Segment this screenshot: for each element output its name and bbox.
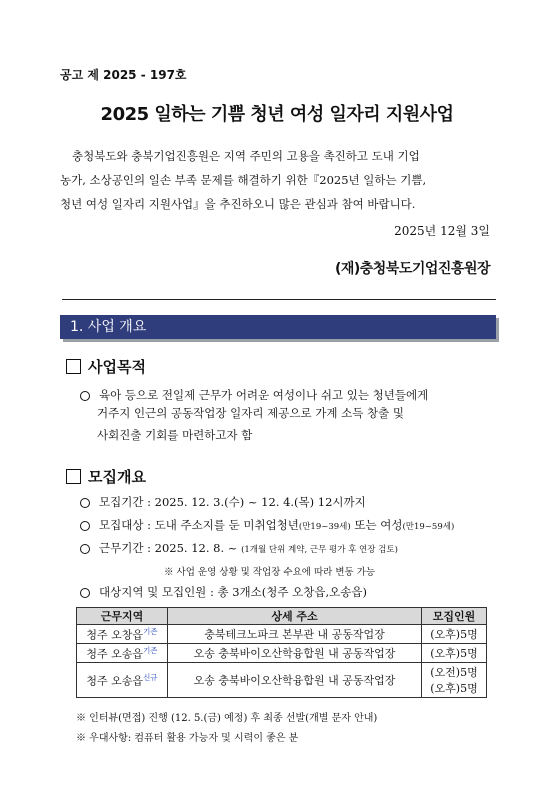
address-cell: 오송 충북바이오산학융합원 내 공동작업장 — [168, 644, 422, 663]
count-cell: (오후)5명 — [422, 644, 487, 663]
circle-bullet-icon — [80, 498, 90, 508]
purpose-heading-label: 사업목적 — [88, 358, 146, 376]
page-title: 2025 일하는 기쁨 청년 여성 일자리 지원사업 — [100, 104, 454, 125]
region-info-text: 대상지역 및 모집인원 : 총 3개소(청주 오창읍,오송읍) — [99, 585, 367, 599]
recruit-target-text: 모집대상 : 도내 주소지를 둔 미취업청년(만19~39세) 또는 여성(만19~59세) — [99, 518, 455, 532]
footnote: ※ 인터뷰(면접) 진행 (12. 5.(금) 예정) 후 최종 선발(개별 문자 안내) — [76, 713, 378, 724]
table-row — [77, 644, 487, 663]
recruit-heading — [66, 466, 146, 487]
intro-paragraph — [60, 144, 492, 216]
organization-name: (재)충청북도기업진흥원장 — [334, 261, 490, 277]
table-header: 상세 주소 — [168, 608, 422, 625]
recruit-period — [80, 494, 366, 510]
count-cell: (오후)5명 — [422, 625, 487, 644]
table-header: 모집인원 — [422, 608, 487, 625]
region-cell: 청주 오송읍$^{기존}$ — [77, 644, 168, 663]
table-row — [77, 625, 487, 644]
intro-line: 농가, 소상공인의 일손 부족 문제를 해결하기 위한『2025년 일하는 기쁨, — [60, 173, 427, 187]
work-period — [80, 540, 398, 556]
purpose-line: 거주지 인근의 공동작업장 일자리 제공으로 가계 소득 창출 및 — [97, 406, 404, 420]
count-cell: (오전)5명 (오후)5명 — [422, 663, 487, 698]
address-cell: 충북테크노파크 본부관 내 공동작업장 — [168, 625, 422, 644]
recruit-period-text: 모집기간 : 2025. 12. 3.(수) ~ 12. 4.(목) 12시까지 — [99, 495, 366, 509]
address-cell: 오송 충북바이오산학융합원 내 공동작업장 — [168, 663, 422, 698]
workplace-table — [76, 607, 487, 698]
circle-bullet-icon — [80, 544, 90, 554]
checkbox-square-icon — [66, 469, 81, 484]
announcement-date: 2025년 12월 3일 — [394, 224, 490, 238]
region-cell: 청주 오송읍$^{신규}$ — [77, 663, 168, 698]
circle-bullet-icon — [80, 588, 90, 598]
purpose-bullet — [80, 387, 428, 403]
section-heading-overview: 1. 사업 개요 — [60, 315, 496, 339]
recruit-target — [80, 517, 454, 533]
footnote: ※ 우대사항: 컴퓨터 활용 가능자 및 시력이 좋은 분 — [76, 733, 299, 744]
table-header: 근무지역 — [77, 608, 168, 625]
divider — [62, 299, 496, 300]
table-header-row — [77, 608, 487, 625]
purpose-heading — [66, 356, 146, 377]
purpose-line: 육아 등으로 전일제 근무가 어려운 여성이나 쉬고 있는 청년들에게 — [99, 388, 429, 402]
work-period-text: 근무기간 : 2025. 12. 8. ~ (1개월 단위 계약, 근무 평가 후 연장 검토) — [99, 541, 398, 555]
table-row — [77, 663, 487, 698]
intro-line: 충청북도와 충북기업진흥원은 지역 주민의 고용을 촉진하고 도내 기업 — [72, 149, 420, 163]
region-cell: 청주 오창읍$^{기존}$ — [77, 625, 168, 644]
circle-bullet-icon — [80, 391, 90, 401]
work-period-note: ※ 사업 운영 상황 및 작업장 수요에 따라 변동 가능 — [164, 567, 376, 578]
circle-bullet-icon — [80, 521, 90, 531]
intro-line: 청년 여성 일자리 지원사업』을 추진하오니 많은 관심과 참여 바랍니다. — [60, 197, 416, 211]
recruit-heading-label: 모집개요 — [88, 468, 146, 486]
checkbox-square-icon — [66, 359, 81, 374]
notice-number: 공고 제 2025 - 197호 — [60, 68, 187, 82]
purpose-continuation — [97, 402, 404, 446]
purpose-line: 사회진출 기회를 마련하고자 함 — [97, 428, 253, 442]
region-info — [80, 584, 367, 600]
